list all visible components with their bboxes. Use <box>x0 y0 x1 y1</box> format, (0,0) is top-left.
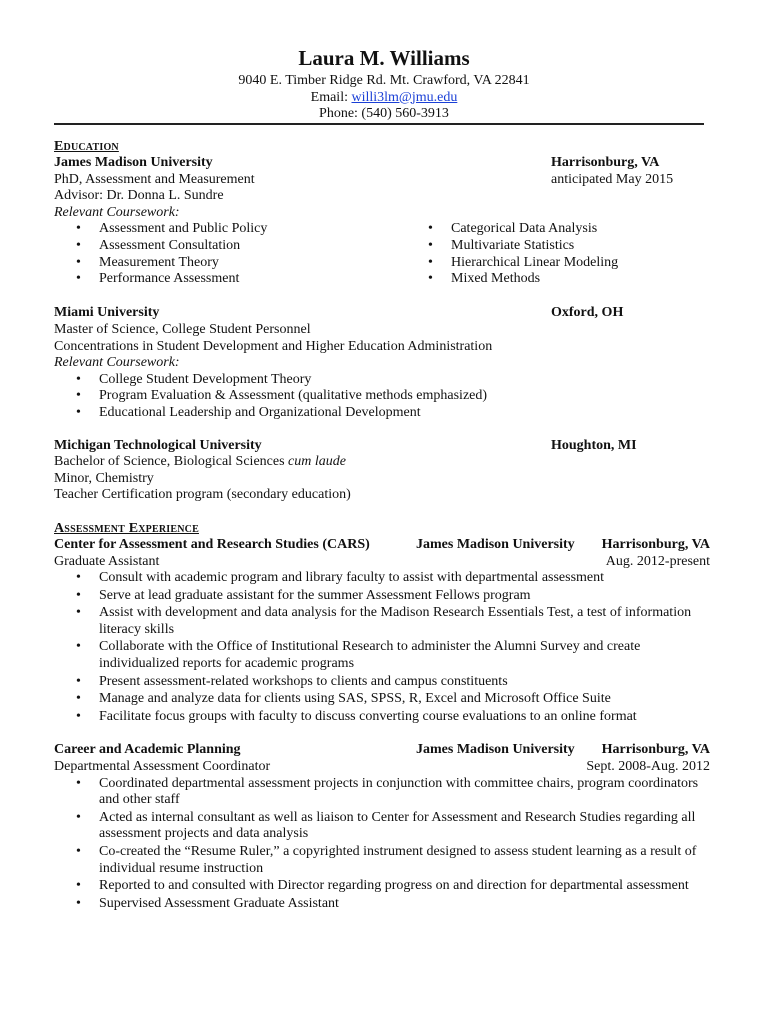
list-item: • Present assessment-related workshops to clients and campus constituents <box>54 674 710 691</box>
job-org: Center for Assessment and Research Studies (CARS) <box>54 536 370 552</box>
list-item: • Manage and analyze data for clients using SAS, SPSS, R, Excel and Microsoft Office Suite <box>54 691 710 708</box>
mtu-school-row <box>54 438 710 455</box>
job-dates: Aug. 2012-present <box>605 553 710 569</box>
list-item: • Reported to and consulted with Director regarding progress on and direction for departmental assessment <box>54 878 710 895</box>
list-item: • Mixed Methods <box>406 271 618 288</box>
job-institution: James Madison University <box>416 536 575 552</box>
jmu-school-row <box>54 155 710 172</box>
job-bullets <box>54 570 710 725</box>
mtu-degree: Bachelor of Science, Biological Sciences <box>54 454 289 470</box>
resume-header <box>0 46 768 123</box>
mtu-minor: Minor, Chemistry <box>54 470 154 486</box>
job-institution: James Madison University <box>416 742 575 758</box>
email-label: Email: <box>310 89 352 105</box>
job-location: Harrisonburg, VA <box>601 536 710 552</box>
mtu-degree-row <box>54 454 710 471</box>
job-header-row <box>54 742 710 759</box>
job-location: Harrisonburg, VA <box>601 742 710 758</box>
jmu-degree: PhD, Assessment and Measurement <box>54 171 255 187</box>
list-item: • Hierarchical Linear Modeling <box>406 255 618 272</box>
job-bullets <box>54 776 710 913</box>
job-org: Career and Academic Planning <box>54 742 241 758</box>
jmu-courses-left <box>54 221 267 287</box>
jmu-date: anticipated May 2015 <box>551 171 674 187</box>
job-title-row <box>54 554 710 571</box>
list-item: • College Student Development Theory <box>54 372 710 389</box>
miami-location: Oxford, OH <box>551 305 624 321</box>
resume-body <box>54 138 710 913</box>
list-item: • Program Evaluation & Assessment (qualitative methods emphasized) <box>54 388 710 405</box>
list-item: • Performance Assessment <box>54 271 267 288</box>
miami-courses <box>54 372 710 422</box>
list-item: • Supervised Assessment Graduate Assistant <box>54 896 710 913</box>
jmu-courses-right <box>406 221 618 287</box>
candidate-name: Laura M. Williams <box>298 46 470 70</box>
list-item: • Educational Leadership and Organizational Development <box>54 405 710 422</box>
mtu-school: Michigan Technological University <box>54 437 262 453</box>
list-item: • Multivariate Statistics <box>406 238 618 255</box>
job-header-row <box>54 537 710 554</box>
list-item: • Measurement Theory <box>54 255 267 272</box>
mtu-location: Houghton, MI <box>551 437 637 453</box>
jmu-coursework <box>54 221 710 289</box>
jmu-degree-row <box>54 172 710 189</box>
list-item: • Coordinated departmental assessment projects in conjunction with committee chairs, program coordinators and other staff <box>54 776 710 809</box>
list-item: • Assessment and Public Policy <box>54 221 267 238</box>
jmu-advisor: Advisor: Dr. Donna L. Sundre <box>54 188 224 204</box>
list-item: • Acted as internal consultant as well as liaison to Center for Assessment and Research Studies regarding all assessment projects and data analysis <box>54 810 710 843</box>
mtu-cert: Teacher Certification program (secondary education) <box>54 487 351 503</box>
job-dates: Sept. 2008-Aug. 2012 <box>586 759 710 775</box>
job-title-row <box>54 759 710 776</box>
phone: Phone: (540) 560-3913 <box>319 106 449 121</box>
email-line <box>0 90 768 107</box>
list-item: • Assessment Consultation <box>54 238 267 255</box>
miami-school: Miami University <box>54 305 160 321</box>
email-link[interactable]: willi3lm@jmu.edu <box>351 89 458 105</box>
mtu-honors: cum laude <box>288 454 346 470</box>
list-item: • Facilitate focus groups with faculty to discuss converting course evaluations to an online format <box>54 709 710 726</box>
education-heading: Education <box>54 139 119 154</box>
list-item: • Collaborate with the Office of Institutional Research to administer the Alumni Survey and create individualized reports for academic programs <box>54 639 710 672</box>
miami-degree: Master of Science, College Student Personnel <box>54 321 311 337</box>
list-item: • Categorical Data Analysis <box>406 221 618 238</box>
jmu-school: James Madison University <box>54 155 213 170</box>
address: 9040 E. Timber Ridge Rd. Mt. Crawford, VA 22841 <box>238 73 530 88</box>
list-item: • Assist with development and data analysis for the Madison Research Essentials Test, a test of information literacy skills <box>54 605 710 638</box>
experience-heading: Assessment Experience <box>54 520 199 536</box>
miami-concentration: Concentrations in Student Development and Higher Education Administration <box>54 338 493 354</box>
header-divider <box>54 123 704 125</box>
list-item: • Consult with academic program and library faculty to assist with departmental assessment <box>54 570 710 587</box>
jmu-coursework-label: Relevant Coursework: <box>54 204 180 220</box>
jmu-location: Harrisonburg, VA <box>551 155 660 170</box>
list-item: • Co-created the “Resume Ruler,” a copyrighted instrument designed to assess student learning as a result of individual resume instruction <box>54 844 710 877</box>
job-title: Graduate Assistant <box>54 553 160 569</box>
miami-coursework-label: Relevant Coursework: <box>54 355 180 371</box>
list-item: • Serve at lead graduate assistant for the summer Assessment Fellows program <box>54 588 710 605</box>
miami-school-row <box>54 305 710 322</box>
job-title: Departmental Assessment Coordinator <box>54 759 271 775</box>
